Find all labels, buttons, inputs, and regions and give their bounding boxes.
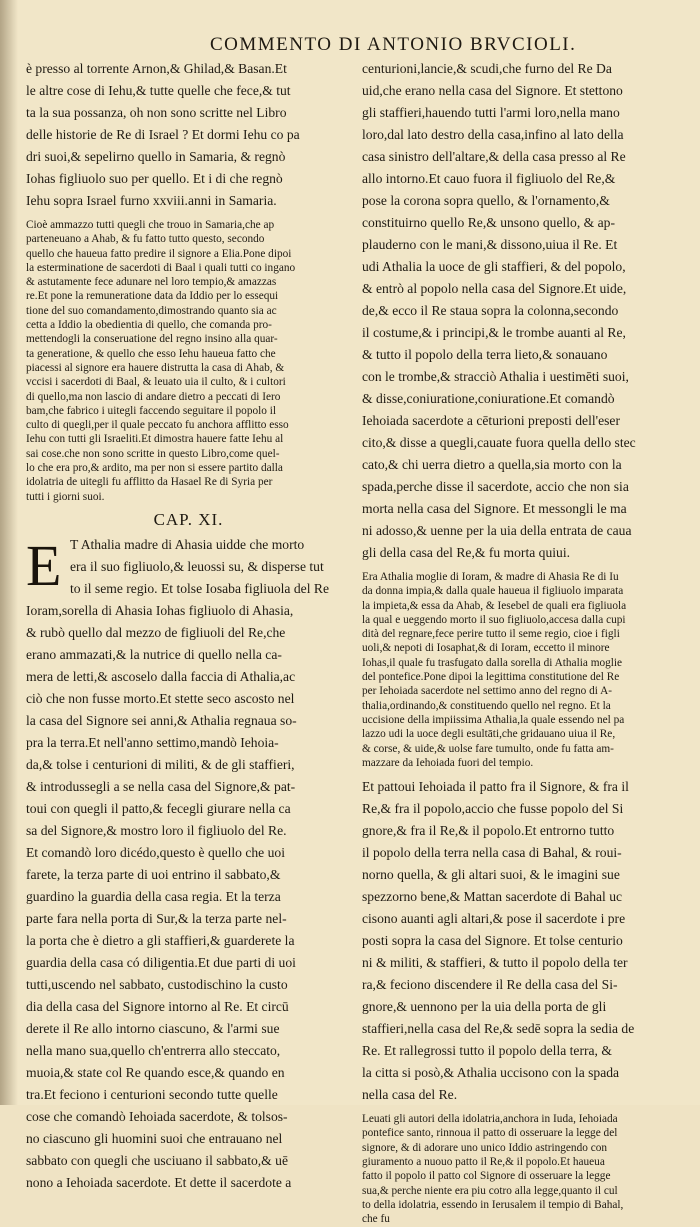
text-line: loro,dal lato destro della casa,infino al lato della [362, 127, 624, 142]
text-line: T Athalia madre di Ahasia uidde che morto [70, 536, 305, 552]
commentary-line: Cioè ammazzo tutti quegli che trouo in Samaria,che ap [26, 219, 275, 231]
text-line: mera de letti,& ascoselo dalla faccia di Athalia,ac [26, 668, 296, 684]
commentary-line: parteneuano a Ahab, & fu fatto tutto questo, secondo [26, 233, 265, 246]
commentary-line: la impieta,& essa da Ahab, & Iesebel de quali era figliuola [362, 599, 627, 612]
scripture-block-1 [26, 58, 351, 212]
text-line: farete, la terza parte di uoi entrino il sabbato,& [26, 866, 281, 882]
text-line: ta la sua possanza, oh non sono scritte nel Libro [26, 105, 287, 120]
commentary-line: dità del regnare,fece perire tutto il seme regio, cioe i figli [362, 628, 620, 641]
text-line: ni & militi, & staffieri, & tutto il popolo della ter [362, 955, 628, 971]
commentary-line: Iehu con tutti gli Israeliti.Et dimostra hauere fatte Iehu al [26, 433, 284, 446]
commentary-line: signore, & di adorare uno unico Iddio astringendo con [362, 1141, 608, 1154]
commentary-line: uoli,& nepoti di Iosaphat,& di Ioram, eccetto il minore [362, 642, 610, 655]
commentary-line: quello che haueua fatto predire il signore a Elia.Pone dipoi [26, 247, 292, 260]
text-line: pra la terra.Et nell'anno settimo,mandò Iehoia- [26, 734, 279, 750]
text-line: cato,& chi uerra dietro a quella,sia morto con la [362, 457, 622, 472]
commentary-line: Leuati gli autori della idolatria,anchora in Iuda, Iehoiada [362, 1113, 618, 1126]
text-line: erano ammazati,& la nutrice di quello nella ca- [26, 646, 282, 662]
text-line: gli staffieri,hauendo tutti l'armi loro,nella mano [362, 105, 620, 120]
commentary-line: cetta a Iddio la obedientia di quello, che comanda pro- [26, 319, 272, 332]
text-line: guardia della casa có diligentia.Et due parti di uoi [26, 954, 296, 970]
scripture-block-2 [26, 600, 351, 1194]
text-line: & disse,coniuratione,coniuratione.Et comandò [362, 391, 615, 406]
commentary-line: tutti i giorni suoi. [26, 490, 105, 503]
text-line: Iohas figliuolo suo per quello. Et i di che regnò [26, 171, 283, 186]
text-line: muoia,& state col Re quando esce,& quando en [26, 1064, 285, 1080]
text-line: udi Athalia la uoce de gli staffieri, & del popolo, [362, 259, 626, 274]
text-line: allo intorno.Et cauo fuora il figliuolo del Re,& [362, 171, 616, 186]
text-line: con le trombe,& stracciò Athalia i uestimēti suoi, [362, 369, 629, 384]
text-line: posti sopra la casa del Signore. Et tolse centurio [362, 933, 623, 949]
text-line: la citta si posò,& Athalia uccisono con la spada [362, 1065, 620, 1081]
commentary-line: giuramento a nuouo patto il Re,& il popolo.Et haueua [362, 1156, 605, 1169]
text-line: Iehu sopra Israel furno xxviii.anni in Samaria. [26, 193, 277, 208]
commentary-line: ta generatione, & quello che esso Iehu haueua fatto che [26, 347, 276, 360]
commentary-line: sua,& perche niente era piu cotro alla legge,quanto il cul [362, 1184, 618, 1197]
commentary-line: mazzare da Iehoiada fuori del tempio. [362, 756, 534, 769]
text-line: & introdussegli a se nella casa del Signore,& pat- [26, 778, 296, 794]
text-line: la casa del Signore sei anni,& Athalia regnaua so- [26, 712, 297, 728]
commentary-block-1 [26, 218, 351, 504]
commentary-block-3 [362, 1112, 688, 1226]
text-line: Iehoiada sacerdote a cēturioni preposti dell'eser [362, 413, 620, 428]
text-line: & entrò al popolo nella casa del Signore.Et uide, [362, 281, 627, 296]
commentary-line: piacessi al signore era hauere distrutta la casa di Ahab, & [26, 361, 285, 374]
commentary-line: la esterminatione de sacerdoti di Baal i quali tutti co ingano [26, 261, 296, 274]
text-line: gli della casa del Re,& fu morta quiui. [362, 545, 571, 560]
commentary-line: thalia,ordinando,& constituendo quello nel regno. Et la [362, 699, 611, 712]
text-line: cose che comandò Iehoiada sacerdote, & tolsos- [26, 1108, 288, 1124]
text-line: staffieri,nella casa del Re,& sedē sopra la sedia de [362, 1021, 635, 1037]
chapter-opening [26, 534, 351, 600]
text-line: no ciascuno gli huomini suoi che entrauano nel [26, 1130, 283, 1146]
text-line: pose la corona sopra quello, & l'ornamento,& [362, 193, 610, 208]
text-line: gnore,& fra il Re,& il popolo.Et entrorno tutto [362, 823, 615, 839]
commentary-block-2 [362, 570, 688, 770]
commentary-line: la qual e ueggendo morto il suo figliuolo,accesa dalla cupi [362, 613, 626, 626]
text-line: Et comandò loro dicédo,questo è quello che uoi [26, 844, 285, 860]
text-line: il costume,& i principi,& le trombe auanti al Re, [362, 325, 626, 340]
text-line: il popolo della terra nella casa di Bahal, & roui- [362, 845, 622, 861]
commentary-line: di quello,ma non lascio di andare dietro a peccati di Iero [26, 390, 281, 403]
text-line: ciò che non fusse morto.Et stette seco ascosto nel [26, 690, 295, 706]
text-line: era il suo figliuolo,& leuossi su, & disperse tut [70, 558, 324, 574]
left-column [26, 58, 351, 1194]
text-line: dia della casa del Signore intorno al Re. Et circū [26, 998, 289, 1014]
right-column [362, 58, 688, 1227]
gutter-shadow [0, 0, 18, 1105]
commentary-line: per Iehoiada sacerdote nel settimo anno del regno di A- [362, 685, 613, 698]
commentary-line: che fu [362, 1213, 390, 1226]
text-line: Et pattoui Iehoiada il patto fra il Signore, & fra il [362, 779, 629, 795]
text-line: Re,& fra il popolo,accio che fusse popolo del Si [362, 801, 624, 817]
scripture-block-3 [362, 58, 688, 564]
commentary-line: Iohas,il quale fu trasfugato dalla sorella di Athalia moglie [362, 656, 623, 669]
commentary-line: lo che era pro,& ardito, ma per non si essere partito dalla [26, 462, 283, 475]
text-line: to il seme regio. Et tolse Iosaba figliuola del Re [70, 580, 329, 596]
commentary-line: Era Athalia moglie di Ioram, & madre di Ahasia Re di Iu [362, 571, 619, 583]
running-header: COMMENTO DI ANTONIO BRVCIOLI. [210, 34, 577, 55]
text-line: & tutto il popolo della terra lieto,& sonauano [362, 347, 608, 362]
text-line: parte fara nella porta di Sur,& la terza parte nel- [26, 910, 287, 926]
text-line: le altre cose di Iehu,& tutte quelle che fece,& tut [26, 83, 291, 98]
text-line: derete il Re allo intorno ciascuno, & l'armi sue [26, 1020, 280, 1036]
text-line: de,& ecco il Re staua sopra la colonna,secondo [362, 303, 619, 318]
text-line: ra,& feciono discendere il Re della casa del Si- [362, 977, 618, 993]
commentary-line: idolatria de uitegli fu afflitto da Hasael Re di Syria per [26, 476, 273, 489]
text-line: & rubò quello dal mezzo de figliuoli del Re,che [26, 624, 286, 640]
text-line: plauderno con le mani,& dissono,uiua il Re. Et [362, 237, 618, 252]
text-line: è presso al torrente Arnon,& Ghilad,& Basan.Et [26, 61, 287, 76]
text-line: guardino la guardia della casa regia. Et la terza [26, 888, 281, 904]
commentary-line: to della idolatria, essendo in Ierusalem il tempio di Bahal, [362, 1198, 624, 1211]
text-line: cisono auanti agli altari,& pose il sacerdote i pre [362, 911, 626, 927]
text-line: toui con quegli il patto,& fecegli giurare nella ca [26, 800, 291, 816]
chapter-heading: CAP. XI. [153, 509, 224, 529]
text-line: nella casa del Re. [362, 1087, 458, 1103]
text-line: Re. Et rallegrossi tutto il popolo della terra, & [362, 1043, 612, 1059]
commentary-line: mettendogli la conseruatione del regno insino alla quar- [26, 333, 278, 346]
text-line: sabbato con quegli che usciuano il sabbato,& uē [26, 1152, 288, 1168]
commentary-line: del pontefice.Pone dipoi la legittima constitutione del Re [362, 671, 620, 684]
commentary-line: tione del suo comandamento,dimostrando quanto sia ac [26, 304, 277, 317]
scripture-block-4 [362, 776, 688, 1106]
commentary-line: pontefice santo, rinnoua il patto di osseruare la legge del [362, 1127, 618, 1140]
commentary-line: sai cose.che non sono scritte in questo Libro,come quel- [26, 447, 280, 460]
text-line: sa del Signore,& mostro loro il figliuolo del Re. [26, 822, 287, 838]
commentary-line: culto di quegli,per il quale peccato fu anchora afflitto esso [26, 419, 289, 432]
commentary-line: & astutamente fece adunare nel loro tempio,& amazzas [26, 276, 277, 289]
commentary-line: fatto il popolo il patto col Signore di osseruare la legge [362, 1170, 611, 1183]
commentary-line: da donna impia,& dalla quale haueua il figliuolo imparata [362, 585, 624, 598]
text-line: cito,& disse a quegli,cauate fuora quella dello stec [362, 435, 636, 450]
text-line: da,& tolse i centurioni di militi, & de gli staffieri, [26, 756, 295, 772]
commentary-line: vccisi i sacerdoti di Baal, & leuato uia il culto, & i cultori [26, 376, 286, 389]
text-line: gnore,& uennono per la uia della porta de gli [362, 999, 607, 1015]
text-line: delle historie de Re di Israel ? Et dormi Iehu co pa [26, 127, 300, 142]
commentary-line: uccisione della impiissima Athalia,la quale essendo nel pa [362, 713, 625, 726]
text-line: uid,che erano nella casa del Signore. Et stettono [362, 83, 623, 98]
commentary-line: re.Et pone la remuneratione data da Iddio per lo essequi [26, 290, 279, 303]
text-line: morta nella casa del Signore. Et messongli le ma [362, 501, 627, 516]
text-line: tra.Et feciono i centurioni secondo tutte quelle [26, 1086, 278, 1102]
text-line: spezzorno bene,& Mattan sacerdote di Bahal uc [362, 889, 623, 905]
text-line: la porta che è dietro a gli staffieri,& guarderete la [26, 932, 295, 948]
text-line: dri suoi,& sepelirno quello in Samaria, & regnò [26, 149, 286, 164]
text-line: Ioram,sorella di Ahasia Iohas figliuolo di Ahasia, [26, 602, 294, 618]
text-line: nella mano sua,quello ch'entrerra allo steccato, [26, 1042, 281, 1058]
text-line: norno quella, & gli altari suoi, & le imagini sue [362, 867, 620, 883]
commentary-line: bam,che fabrico i uitegli faccendo seguitare il popolo il [26, 404, 277, 417]
text-line: constituirno quello Re,& unsono quello, & ap- [362, 215, 615, 230]
text-line: spada,perche disse il sacerdote, accio che non sia [362, 479, 629, 494]
text-line: centurioni,lancie,& scudi,che furno del Re Da [362, 61, 612, 76]
commentary-line: & corse, & uide,& uolse fare tumulto, onde fu fatta am- [362, 742, 614, 755]
text-line: tutti,uscendo nel sabbato, custodischino la custo [26, 976, 288, 992]
commentary-line: lazzo udi la uoce degli esultāti,che gridauano uiua il Re, [362, 728, 616, 741]
drop-cap: E [26, 532, 62, 598]
text-line: casa sinistro dell'altare,& della casa presso al Re [362, 149, 626, 164]
text-line: nono a Iehoiada sacerdote. Et dette il sacerdote a [26, 1174, 292, 1190]
text-line: ni adosso,& uenne per la uia della entrata de caua [362, 523, 632, 538]
